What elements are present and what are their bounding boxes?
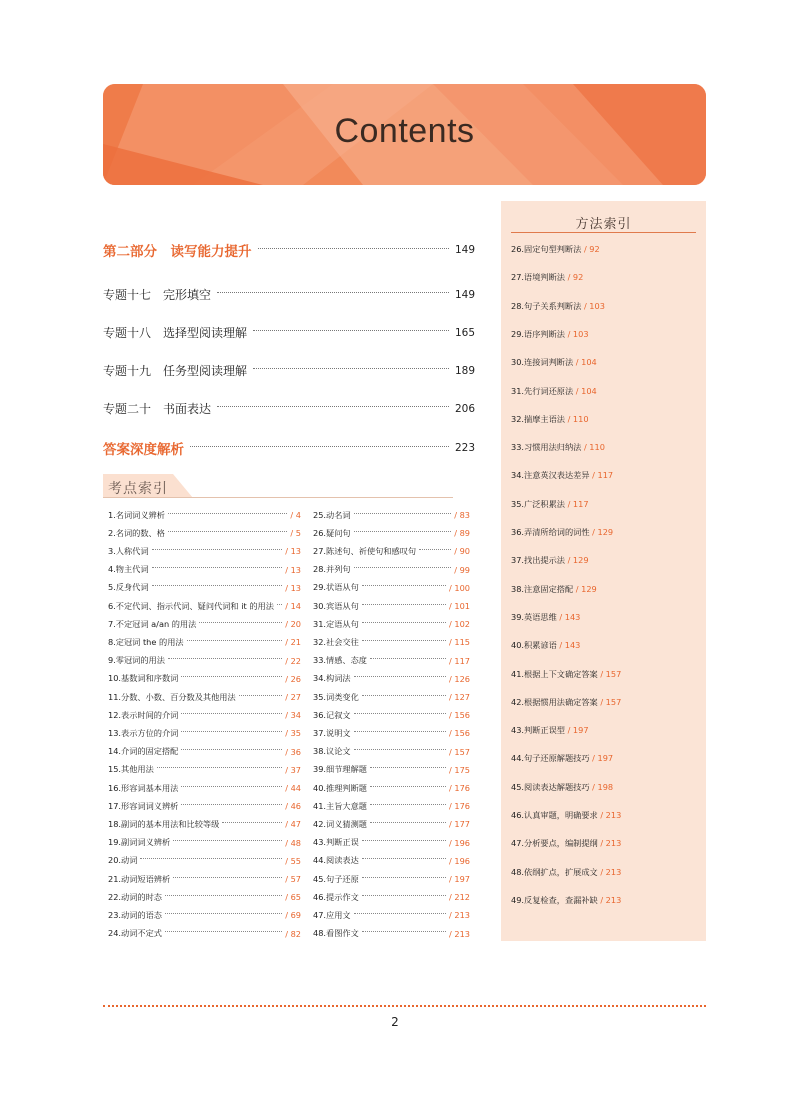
method-item[interactable] (511, 244, 600, 255)
index-item[interactable] (313, 672, 470, 686)
index-item-page: / 89 (454, 528, 470, 539)
toc-entry-title: 专题十八 选择型阅读理解 (103, 326, 248, 340)
method-item-page: / 213 (600, 894, 622, 905)
toc-leader-dots (217, 406, 449, 407)
index-leader-dots (222, 822, 282, 823)
contents-banner (103, 84, 706, 185)
index-item-label: 45.句子还原 (313, 873, 359, 884)
toc-entry-title: 答案深度解析 (103, 442, 184, 458)
index-item[interactable] (108, 890, 301, 904)
kaodian-heading: 考点索引 (108, 481, 168, 497)
method-item-label: 27.语境判断法 (511, 272, 568, 283)
index-item[interactable] (313, 563, 470, 577)
index-leader-dots (157, 767, 282, 768)
index-item-label: 37.说明文 (313, 727, 351, 738)
index-item-label: 32.社会交往 (313, 636, 359, 647)
index-item-page: / 176 (449, 783, 470, 793)
index-item[interactable] (108, 854, 301, 868)
index-item[interactable] (313, 763, 470, 777)
method-item[interactable] (511, 782, 613, 793)
method-item-label: 29.语序判断法 (511, 328, 568, 339)
method-item-page: / 103 (583, 300, 605, 311)
index-item-label: 31.定语从句 (313, 618, 359, 629)
index-item-label: 21.动词短语辨析 (108, 873, 171, 884)
index-item[interactable] (108, 872, 301, 886)
method-item-page: / 213 (600, 838, 622, 849)
toc-leader-dots (217, 292, 449, 293)
index-leader-dots (140, 858, 282, 859)
index-leader-dots (277, 604, 282, 605)
index-leader-dots (354, 531, 452, 532)
method-item[interactable] (511, 895, 621, 906)
method-item-page: / 110 (567, 413, 589, 424)
index-item[interactable] (313, 635, 470, 649)
index-item-label: 8.定冠词 the 的用法 (108, 636, 184, 647)
index-item[interactable] (108, 508, 301, 522)
index-item[interactable] (313, 599, 470, 613)
index-item-label: 25.动名词 (313, 509, 351, 520)
toc-entry-title: 专题十七 完形填空 (103, 288, 212, 302)
index-item-label: 23.动词的语态 (108, 909, 162, 920)
method-item[interactable] (511, 414, 589, 425)
index-item[interactable] (108, 817, 301, 831)
index-item-label: 28.并列句 (313, 564, 351, 575)
toc-entry[interactable] (103, 324, 475, 341)
index-item-page: / 48 (285, 837, 301, 848)
index-item-page: / 212 (449, 892, 470, 903)
index-item[interactable] (313, 708, 470, 722)
index-item[interactable] (313, 817, 470, 831)
index-leader-dots (354, 749, 446, 750)
index-leader-dots (199, 622, 282, 623)
index-item[interactable] (108, 617, 301, 631)
method-item[interactable] (511, 838, 621, 849)
index-leader-dots (354, 713, 446, 714)
index-leader-dots (419, 549, 451, 550)
method-item[interactable] (511, 867, 621, 878)
index-item-page: / 117 (449, 655, 470, 666)
index-item[interactable] (108, 781, 301, 795)
index-item[interactable] (313, 726, 470, 740)
index-leader-dots (362, 895, 446, 896)
index-item-page: / 47 (285, 819, 301, 830)
index-item[interactable] (313, 854, 470, 868)
index-item[interactable] (108, 599, 301, 613)
index-item-page: / 177 (449, 819, 470, 830)
index-leader-dots (165, 931, 282, 932)
index-leader-dots (165, 895, 282, 896)
method-item-page: / 129 (567, 555, 589, 566)
method-item[interactable] (511, 753, 613, 764)
index-item-page: / 44 (285, 783, 301, 793)
index-item-page: / 100 (449, 582, 470, 593)
method-item[interactable] (511, 499, 589, 510)
index-item-label: 11.分数、小数、百分数及其他用法 (108, 691, 236, 702)
index-item-page: / 90 (454, 546, 470, 557)
toc-entry-title: 第二部分 读写能力提升 (103, 244, 252, 260)
index-leader-dots (165, 913, 282, 914)
index-item-label: 22.动词的时态 (108, 891, 162, 902)
toc-entry-page: 223 (454, 442, 475, 454)
index-item[interactable] (108, 726, 301, 740)
index-leader-dots (370, 658, 446, 659)
index-item-page: / 156 (449, 728, 470, 739)
index-item-label: 4.物主代词 (108, 564, 149, 575)
index-item[interactable] (313, 745, 470, 759)
index-item[interactable] (313, 508, 470, 522)
method-item[interactable] (511, 669, 621, 680)
method-item-page: / 104 (575, 385, 597, 396)
toc-entry-title: 专题十九 任务型阅读理解 (103, 364, 248, 378)
index-item-label: 35.词类变化 (313, 691, 359, 702)
index-item[interactable] (313, 526, 470, 540)
method-item-page: / 104 (575, 357, 597, 368)
index-item[interactable] (313, 617, 470, 631)
index-item-page: / 35 (285, 728, 301, 739)
index-item[interactable] (313, 890, 470, 904)
method-item[interactable] (511, 386, 597, 397)
toc-entry[interactable] (103, 438, 475, 458)
method-item-label: 31.先行词还原法 (511, 385, 576, 396)
method-item-label: 47.分析要点，编制提纲 (511, 838, 601, 849)
toc-entry-page: 165 (454, 326, 475, 339)
index-leader-dots (181, 786, 282, 787)
method-item-label: 28.句子关系判断法 (511, 300, 584, 311)
index-item-label: 10.基数词和序数词 (108, 673, 179, 684)
toc-leader-dots (258, 248, 449, 249)
toc-leader-dots (190, 446, 449, 447)
index-item-label: 19.副词词义辨析 (108, 837, 171, 848)
index-item[interactable] (108, 563, 301, 577)
index-item-page: / 22 (285, 655, 301, 666)
method-item-label: 45.阅读表达解题技巧 (511, 781, 593, 792)
method-item-page: / 117 (592, 470, 614, 481)
index-item-page: / 197 (449, 874, 470, 884)
method-item-page: / 92 (583, 244, 600, 254)
index-item-label: 29.状语从句 (313, 582, 359, 593)
index-item[interactable] (108, 690, 301, 704)
index-leader-dots (354, 567, 452, 568)
index-item-page: / 196 (449, 837, 470, 848)
index-item-label: 42.词义猜测题 (313, 818, 367, 829)
index-item[interactable] (108, 635, 301, 649)
index-item-label: 14.介词的固定搭配 (108, 746, 179, 757)
method-item[interactable] (511, 470, 613, 481)
index-leader-dots (181, 713, 282, 714)
footer-divider (103, 1005, 706, 1007)
index-item-page: / 46 (285, 801, 301, 812)
index-item-page: / 82 (285, 928, 301, 939)
index-item-page: / 13 (285, 564, 301, 575)
fangfa-heading: 方法索引 (575, 217, 632, 232)
method-item-page: / 213 (600, 866, 622, 877)
method-item-page: / 157 (600, 668, 622, 679)
index-item-page: / 27 (285, 692, 301, 702)
index-leader-dots (173, 840, 282, 841)
index-item-page: / 57 (285, 874, 301, 884)
method-item-label: 35.广泛积累法 (511, 498, 568, 509)
index-leader-dots (181, 749, 282, 750)
method-item[interactable] (511, 301, 605, 312)
index-item[interactable] (313, 781, 470, 795)
toc-entry-page: 206 (454, 402, 475, 415)
index-item-page: / 37 (285, 764, 301, 775)
index-leader-dots (370, 767, 446, 768)
index-item-label: 26.疑问句 (313, 527, 351, 538)
index-item[interactable] (313, 908, 470, 922)
index-item[interactable] (313, 544, 470, 558)
index-item-label: 1.名词词义辨析 (108, 509, 165, 520)
index-item-label: 30.宾语从句 (313, 600, 359, 611)
index-leader-dots (152, 549, 283, 550)
index-item-page: / 213 (449, 910, 470, 921)
index-item-page: / 102 (449, 619, 470, 630)
index-item-label: 7.不定冠词 a/an 的用法 (108, 618, 197, 629)
method-item-page: / 197 (592, 753, 614, 764)
index-item[interactable] (313, 654, 470, 668)
index-item-page: / 196 (449, 855, 470, 866)
index-item-page: / 4 (290, 510, 301, 520)
method-item[interactable] (511, 357, 597, 368)
index-item-label: 41.主旨大意题 (313, 800, 367, 811)
index-item-page: / 126 (449, 673, 470, 684)
method-item[interactable] (511, 725, 589, 736)
index-item-page: / 157 (449, 746, 470, 757)
index-item-label: 44.阅读表达 (313, 855, 359, 866)
method-item-page: / 117 (567, 498, 589, 509)
index-item[interactable] (313, 836, 470, 850)
index-item[interactable] (108, 799, 301, 813)
index-item-label: 36.记叙文 (313, 709, 351, 720)
index-item-page: / 20 (285, 619, 301, 630)
index-item[interactable] (108, 708, 301, 722)
index-leader-dots (362, 604, 446, 605)
method-item-label: 30.连接词判断法 (511, 357, 576, 368)
method-item[interactable] (511, 527, 613, 538)
index-leader-dots (168, 513, 287, 514)
index-item-label: 2.名词的数、格 (108, 527, 165, 538)
index-item[interactable] (108, 526, 301, 540)
index-item-label: 17.形容词词义辨析 (108, 800, 179, 811)
index-item-page: / 55 (285, 855, 301, 866)
index-item-page: / 213 (449, 928, 470, 939)
index-leader-dots (181, 804, 282, 805)
page-number: 2 (391, 1015, 399, 1029)
method-item-label: 48.依纲扩点，扩展成文 (511, 866, 601, 877)
toc-leader-dots (253, 330, 449, 331)
index-leader-dots (362, 931, 446, 932)
method-item-page: / 198 (592, 781, 614, 792)
method-item-label: 39.英语思维 (511, 611, 560, 622)
index-item-label: 48.看图作文 (313, 928, 359, 939)
index-item-page: / 156 (449, 710, 470, 721)
index-item-label: 24.动词不定式 (108, 928, 162, 939)
index-item-label: 18.副词的基本用法和比较等级 (108, 818, 220, 829)
toc-leader-dots (253, 368, 449, 369)
index-item-label: 9.零冠词的用法 (108, 655, 165, 666)
index-item-page: / 5 (290, 528, 301, 539)
method-item-page: / 143 (559, 611, 581, 622)
method-item-label: 46.认真审题，明确要求 (511, 810, 601, 820)
index-item-page: / 65 (285, 892, 301, 903)
method-item[interactable] (511, 810, 621, 821)
index-leader-dots (354, 731, 446, 732)
method-item[interactable] (511, 612, 580, 623)
index-item-label: 12.表示时间的介词 (108, 709, 179, 720)
index-leader-dots (354, 913, 446, 914)
index-item[interactable] (108, 544, 301, 558)
index-item-label: 38.议论文 (313, 746, 351, 757)
index-leader-dots (362, 585, 446, 586)
index-item[interactable] (313, 927, 470, 941)
index-item-label: 47.应用文 (313, 909, 351, 920)
index-item-page: / 13 (285, 582, 301, 593)
method-item-label: 43.判断正误型 (511, 725, 568, 736)
method-item-label: 32.揣摩主语法 (511, 413, 568, 424)
method-item-page: / 92 (567, 272, 584, 283)
page-title: Contents (334, 112, 475, 150)
index-leader-dots (362, 858, 446, 859)
index-item[interactable] (313, 799, 470, 813)
index-item-page: / 36 (285, 746, 301, 757)
index-item-label: 16.形容词基本用法 (108, 782, 179, 793)
method-item-label: 38.注意固定搭配 (511, 583, 576, 594)
index-item-label: 20.动词 (108, 855, 138, 866)
method-item[interactable] (511, 640, 580, 651)
index-item[interactable] (108, 836, 301, 850)
method-item-page: / 197 (567, 725, 589, 736)
toc-entry[interactable] (103, 362, 475, 379)
index-item-page: / 101 (449, 601, 470, 611)
toc-entry-page: 189 (454, 364, 475, 377)
method-item-label: 40.积累谚语 (511, 640, 560, 651)
toc-entry-title: 专题二十 书面表达 (103, 402, 212, 416)
method-item-label: 41.根据上下文确定答案 (511, 668, 601, 679)
index-leader-dots (362, 622, 446, 623)
index-item-label: 5.反身代词 (108, 582, 149, 593)
method-item[interactable] (511, 272, 583, 283)
method-item-label: 36.弄清所给词的词性 (511, 527, 593, 537)
index-item[interactable] (108, 672, 301, 686)
index-item[interactable] (313, 581, 470, 595)
index-leader-dots (173, 877, 282, 878)
index-item-page: / 34 (285, 710, 301, 721)
index-item[interactable] (108, 581, 301, 595)
method-item-page: / 129 (575, 583, 597, 594)
index-leader-dots (362, 695, 446, 696)
method-item[interactable] (511, 697, 621, 708)
index-leader-dots (354, 513, 452, 514)
index-item-page: / 127 (449, 692, 470, 702)
index-item-page: / 69 (285, 910, 301, 921)
index-item-label: 40.推理判断题 (313, 782, 367, 793)
method-item[interactable] (511, 329, 589, 340)
method-item-label: 37.找出提示法 (511, 555, 568, 566)
index-item[interactable] (108, 763, 301, 777)
method-item-page: / 143 (559, 640, 581, 651)
index-item-page: / 13 (285, 546, 301, 557)
index-leader-dots (152, 567, 283, 568)
toc-entry[interactable] (103, 286, 475, 303)
method-item[interactable] (511, 584, 597, 595)
index-leader-dots (181, 676, 282, 677)
toc-entry-page: 149 (454, 244, 475, 256)
index-leader-dots (354, 676, 446, 677)
index-item-label: 34.构词法 (313, 673, 351, 684)
index-item[interactable] (108, 745, 301, 759)
index-leader-dots (362, 877, 446, 878)
fangfa-sidebar (501, 201, 706, 941)
method-item-label: 42.根据惯用法确定答案 (511, 696, 601, 707)
index-item-label: 43.判断正误 (313, 837, 359, 848)
index-leader-dots (370, 822, 446, 823)
index-item[interactable] (108, 908, 301, 922)
toc-entry-page: 149 (454, 288, 475, 301)
index-leader-dots (168, 531, 287, 532)
index-item-page: / 14 (285, 601, 301, 611)
index-leader-dots (370, 804, 446, 805)
index-item[interactable] (313, 872, 470, 886)
method-item[interactable] (511, 442, 605, 453)
index-item-page: / 21 (285, 637, 301, 648)
index-item-page: / 176 (449, 801, 470, 812)
fangfa-heading-rule (511, 232, 696, 233)
index-item-label: 33.情感、态度 (313, 655, 367, 666)
method-item-page: / 157 (600, 696, 622, 707)
index-item-page: / 175 (449, 764, 470, 775)
method-item-label: 33.习惯用法归纳法 (511, 442, 584, 453)
index-item-label: 46.提示作文 (313, 891, 359, 902)
index-leader-dots (187, 640, 283, 641)
index-leader-dots (362, 840, 446, 841)
method-item-page: / 129 (592, 527, 614, 537)
index-item[interactable] (313, 690, 470, 704)
index-item-label: 13.表示方位的介词 (108, 727, 179, 738)
method-item-label: 26.固定句型判断法 (511, 244, 584, 254)
index-item-page: / 83 (454, 510, 470, 520)
index-leader-dots (181, 731, 282, 732)
index-leader-dots (362, 640, 446, 641)
index-item-label: 39.细节理解题 (313, 764, 367, 775)
index-leader-dots (168, 658, 282, 659)
index-leader-dots (152, 585, 283, 586)
index-item-label: 27.陈述句、祈使句和感叹句 (313, 545, 417, 556)
index-item-label: 3.人称代词 (108, 545, 149, 556)
toc-entry[interactable] (103, 240, 475, 260)
index-item[interactable] (108, 927, 301, 941)
method-item-label: 34.注意英汉表达差异 (511, 470, 593, 481)
index-item-page: / 26 (285, 673, 301, 684)
method-item-label: 49.反复检查，查漏补缺 (511, 894, 601, 905)
index-leader-dots (370, 786, 446, 787)
method-item-page: / 213 (600, 810, 622, 820)
method-item-label: 44.句子还原解题技巧 (511, 753, 593, 764)
index-item[interactable] (108, 654, 301, 668)
index-item-label: 6.不定代词、指示代词、疑问代词和 it 的用法 (108, 600, 274, 611)
index-item-label: 15.其他用法 (108, 764, 154, 775)
index-leader-dots (239, 695, 283, 696)
index-item-page: / 115 (449, 637, 470, 648)
toc-entry[interactable] (103, 400, 475, 417)
method-item-page: / 110 (583, 442, 605, 453)
method-item[interactable] (511, 555, 589, 566)
method-item-page: / 103 (567, 328, 589, 339)
index-item-page: / 99 (454, 564, 470, 575)
